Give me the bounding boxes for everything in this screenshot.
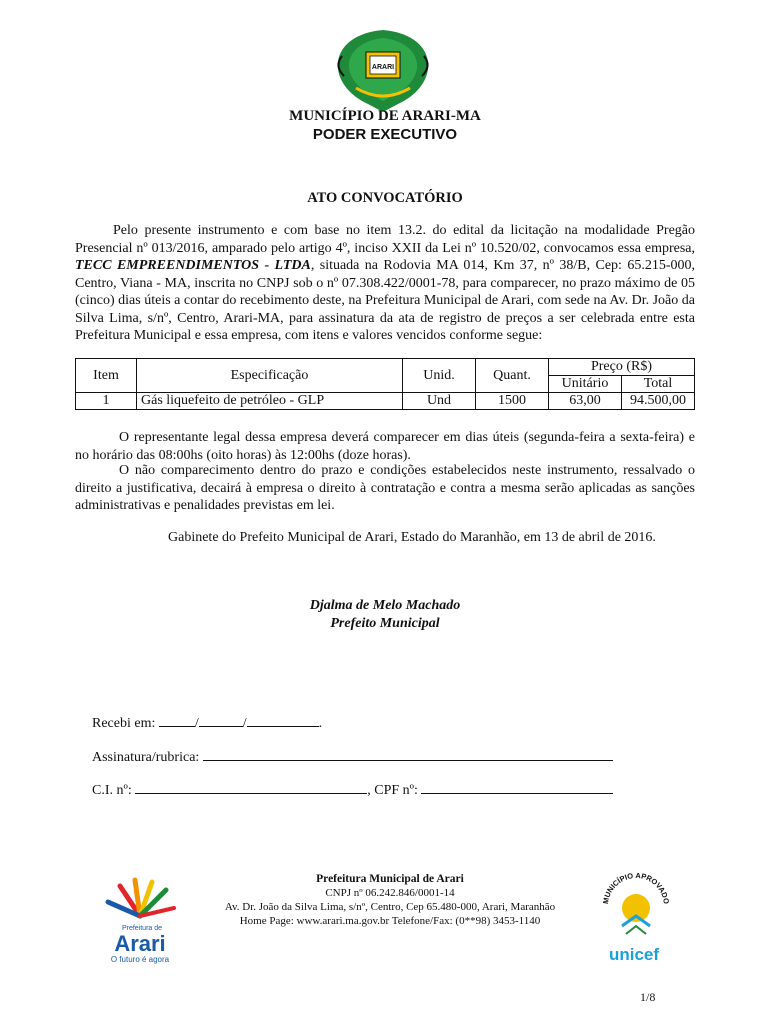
footer-cnpj: CNPJ nº 06.242.846/0001-14 — [325, 887, 455, 899]
footer-address — [200, 872, 580, 928]
signature-block — [0, 597, 770, 633]
signature-blank — [203, 748, 613, 761]
footer-name: Prefeitura Municipal de Arari — [316, 873, 464, 885]
footer-contact: Home Page: www.arari.ma.gov.br Telefone/Fax: (0**98) 3453-1140 — [239, 915, 541, 927]
document-heading: ATO CONVOCATÓRIO — [307, 190, 463, 206]
table-row — [76, 393, 695, 410]
paragraph-schedule: O representante legal dessa empresa deverá comparecer em dias úteis (segunda-feira a sexta-feira) e no horário das 08:00hs (oito horas) às 12:00hs (doze horas). — [75, 430, 695, 463]
signer-title: Prefeito Municipal — [330, 616, 440, 631]
received-label: Recebi em: — [92, 716, 156, 731]
municipal-crest-logo — [328, 26, 438, 114]
cell-unit: Und — [403, 393, 476, 410]
crest-text: ARARI — [371, 64, 395, 71]
cpf-label: , CPF nº: — [367, 783, 418, 798]
cell-unitario: 63,00 — [549, 393, 622, 410]
signature-label: Assinatura/rubrica: — [92, 750, 200, 765]
p1-text-before: Pelo presente instrumento e com base no item 13.2. do edital da licitação na modalidade Pregão Presencial nº 013/2016, amparado pelo artigo 4º, inciso XXII da Lei nº 10.520/02, convocamos essa empresa, — [75, 223, 695, 256]
arari-prefecture-logo — [90, 876, 190, 966]
footer-address-line: Av. Dr. João da Silva Lima, s/nº, Centro, Cep 65.480-000, Arari, Maranhão — [224, 901, 556, 913]
paragraph-place-date: Gabinete do Prefeito Municipal de Arari, Estado do Maranhão, em 13 de abril de 2016. — [168, 530, 656, 545]
id-line — [92, 781, 613, 799]
column-header-price: Preço (R$) — [549, 359, 695, 376]
day-blank — [159, 714, 195, 727]
ci-blank — [135, 781, 367, 794]
cell-item: 1 — [76, 393, 137, 410]
received-date-line: Recebi em: / / . — [92, 716, 323, 731]
column-header-unitario: Unitário — [549, 376, 622, 393]
column-header-qty: Quant. — [476, 359, 549, 393]
page-number: 1/8 — [640, 990, 656, 1004]
unicef-seal-logo — [598, 860, 674, 970]
cpf-blank — [421, 781, 613, 794]
items-table — [75, 358, 695, 410]
p1-text-after: , situada na Rodovia MA 014, Km 37, nº 38/B, Cep: 65.215-000, Centro, Viana - MA, inscrita no CNPJ sob o nº 07.308.422/0001-78, para comparecer, no prazo máximo de 05 (cinco) dias úteis a contar do recebimento deste, na Prefeitura Municipal de Arari, com sede na Av. Dr. João da Silva Lima, s/nº, Centro, Arari-MA, para assinatura da ata de registro de preços a ser celebrada entre esta Prefeitura Municipal e essa empresa, com itens e valores vencidos conforme segue: — [75, 258, 695, 343]
unicef-name: unicef — [608, 945, 660, 964]
column-header-total: Total — [622, 376, 695, 393]
arari-logo-name: Arari — [114, 931, 166, 956]
cell-qty: 1500 — [476, 393, 549, 410]
signature-line — [92, 748, 613, 766]
paragraph-convocation — [75, 222, 695, 345]
arari-logo-slogan: O futuro é agora — [110, 955, 170, 964]
month-blank — [199, 714, 243, 727]
cell-total: 94.500,00 — [622, 393, 695, 410]
ci-label: C.I. nº: — [92, 783, 132, 798]
paragraph-penalty: O não comparecimento dentro do prazo e condições estabelecidos neste instrumento, ressalvado o direito a justificativa, decairá à empresa o direito à contratação e contra a mesma serão aplicadas as sanções administrativas e penalidades previstas em lei. — [75, 463, 695, 513]
arari-logo-top: Prefeitura de — [121, 925, 163, 932]
signer-name: Djalma de Melo Machado — [309, 598, 461, 613]
municipality-title: MUNICÍPIO DE ARARI-MA — [289, 108, 481, 124]
column-header-unit: Unid. — [403, 359, 476, 393]
unicef-arc-text: MUNICÍPIO APROVADO — [600, 870, 671, 905]
column-header-spec: Especificação — [137, 359, 403, 393]
cell-spec: Gás liquefeito de petróleo - GLP — [137, 393, 403, 410]
year-blank — [247, 714, 319, 727]
company-name: TECC EMPREENDIMENTOS - LTDA — [75, 258, 311, 273]
column-header-item: Item — [76, 359, 137, 393]
executive-power-title: PODER EXECUTIVO — [312, 126, 458, 143]
